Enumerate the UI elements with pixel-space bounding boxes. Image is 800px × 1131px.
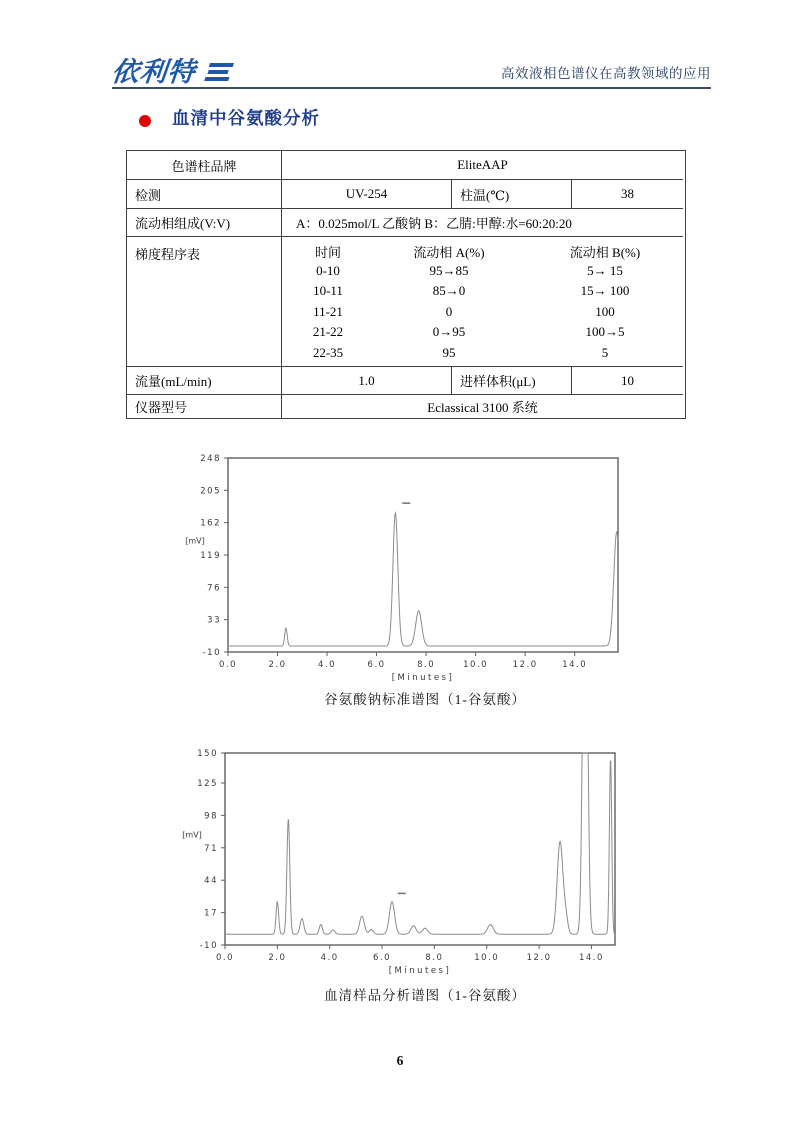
gradient-data-cell: 5 xyxy=(601,344,609,360)
y-tick-label: -10 xyxy=(202,648,221,658)
gradient-data-cell: 0→95 xyxy=(432,324,466,339)
page-number: 6 xyxy=(396,1053,404,1068)
x-axis xyxy=(219,652,587,670)
gradient-data-cell: 11-21 xyxy=(313,303,343,319)
x-axis-unit-label: [Minutes] xyxy=(391,673,455,683)
x-tick-label: 10.0 xyxy=(474,953,500,963)
x-tick-label: 12.0 xyxy=(526,953,552,963)
x-tick-label: 14.0 xyxy=(578,953,604,963)
x-tick-label: 6.0 xyxy=(373,953,392,963)
inject-label-cell: 进样体积(μL) xyxy=(452,367,572,395)
gradient-label-cell: 梯度程序表 xyxy=(127,237,282,367)
mobile-value-cell: A：0.025mol/L 乙酸钠 B：乙腈:甲醇:水=60:20:20 xyxy=(282,209,683,237)
chromatogram-serum xyxy=(180,743,640,978)
y-tick-label: 17 xyxy=(204,908,218,919)
gradient-header-cell: 时间 xyxy=(314,245,341,260)
plot-frame xyxy=(225,753,615,945)
flow-label-cell: 流量(mL/min) xyxy=(127,367,282,395)
y-axis xyxy=(197,749,225,951)
brand-label-cell: 色谱柱品牌 xyxy=(127,151,282,180)
y-tick-label: -10 xyxy=(199,941,218,951)
flow-value-cell: 1.0 xyxy=(282,367,452,395)
glutamate-standard-chromatogram-plot xyxy=(180,448,640,683)
gradient-data-cell: 22-35 xyxy=(312,344,344,360)
plot-frame xyxy=(228,458,618,652)
inject-value-cell: 10 xyxy=(572,367,683,395)
detect-label-cell: 检测 xyxy=(127,180,282,209)
y-tick-label: 76 xyxy=(207,583,221,594)
serum-sample-chromatogram-plot xyxy=(180,743,640,978)
gradient-data-cell: 95→85 xyxy=(429,262,469,278)
y-tick-label: 33 xyxy=(207,615,221,626)
x-tick-label: 2.0 xyxy=(268,953,287,963)
temp-value-cell: 38 xyxy=(572,180,683,209)
x-tick-label: 4.0 xyxy=(318,660,337,670)
method-parameter-table xyxy=(126,150,686,419)
gradient-header-cell: 流动相 B(%) xyxy=(569,245,641,260)
instrument-label-cell: 仪器型号 xyxy=(127,395,282,418)
x-tick-label: 14.0 xyxy=(562,660,588,670)
x-tick-label: 0.0 xyxy=(218,660,238,670)
y-tick-label: 98 xyxy=(204,811,218,822)
gradient-table-cell xyxy=(282,237,683,367)
x-tick-label: 8.0 xyxy=(417,660,436,670)
y-tick-label: 125 xyxy=(197,779,218,789)
temp-label-cell: 柱温(℃) xyxy=(452,180,572,209)
gradient-data-cell: 21-22 xyxy=(312,324,344,339)
gradient-data-cell: 15→ 100 xyxy=(580,283,630,298)
x-tick-label: 6.0 xyxy=(367,660,386,670)
gradient-grid xyxy=(282,242,683,365)
x-tick-label: 12.0 xyxy=(512,660,538,670)
caption-standard: 谷氨酸钠标准谱图（1-谷氨酸） xyxy=(324,692,526,707)
x-tick-label: 4.0 xyxy=(320,953,339,963)
y-axis-unit-label: [mV] xyxy=(182,830,202,840)
gradient-data-cell: 95 xyxy=(442,344,456,360)
mobile-label-cell: 流动相组成(V:V) xyxy=(127,209,282,237)
y-tick-label: 71 xyxy=(204,843,218,854)
caption-serum: 血清样品分析谱图（1-谷氨酸） xyxy=(324,988,526,1003)
y-tick-label: 44 xyxy=(204,876,218,887)
gradient-data-cell: 10-11 xyxy=(313,283,343,298)
brand-logo-text: 依利特 xyxy=(110,57,198,87)
chromatogram-standard xyxy=(180,448,640,683)
y-tick-label: 150 xyxy=(197,749,218,759)
brand-value-cell: EliteAAP xyxy=(282,151,683,180)
y-tick-label: 119 xyxy=(200,551,221,561)
y-tick-label: 162 xyxy=(200,518,221,529)
x-axis xyxy=(216,945,604,963)
y-axis-unit-label: [mV] xyxy=(185,536,205,546)
trace-line xyxy=(228,513,618,646)
gradient-data-cell: 0 xyxy=(445,303,453,319)
y-tick-label: 248 xyxy=(200,454,221,464)
section-bullet-icon xyxy=(139,115,151,127)
detect-value-cell: UV-254 xyxy=(282,180,452,209)
gradient-data-cell: 100→5 xyxy=(585,324,625,339)
gradient-header-cell: 流动相 A(%) xyxy=(413,245,485,260)
x-tick-label: 0.0 xyxy=(215,953,235,963)
header-doc-title: 高效液相色谱仪在高教领域的应用 xyxy=(501,66,711,81)
instrument-value-cell: Eclassical 3100 系统 xyxy=(427,400,538,415)
header-divider xyxy=(112,87,711,89)
gradient-data-cell: 100 xyxy=(595,303,615,319)
y-tick-label: 205 xyxy=(200,486,221,497)
x-tick-label: 2.0 xyxy=(268,660,287,670)
gradient-data-cell: 0-10 xyxy=(316,262,340,278)
x-tick-label: 10.0 xyxy=(463,660,489,670)
section-title: 血清中谷氨酸分析 xyxy=(172,108,320,128)
brand-logo-bars-icon xyxy=(201,60,235,84)
x-axis-unit-label: [Minutes] xyxy=(388,966,452,976)
gradient-data-cell: 5→ 15 xyxy=(587,262,623,278)
y-axis xyxy=(200,454,228,658)
brand-logo xyxy=(112,50,235,89)
gradient-data-cell: 85→0 xyxy=(432,283,466,298)
trace-line xyxy=(225,753,615,934)
x-tick-label: 8.0 xyxy=(425,953,444,963)
